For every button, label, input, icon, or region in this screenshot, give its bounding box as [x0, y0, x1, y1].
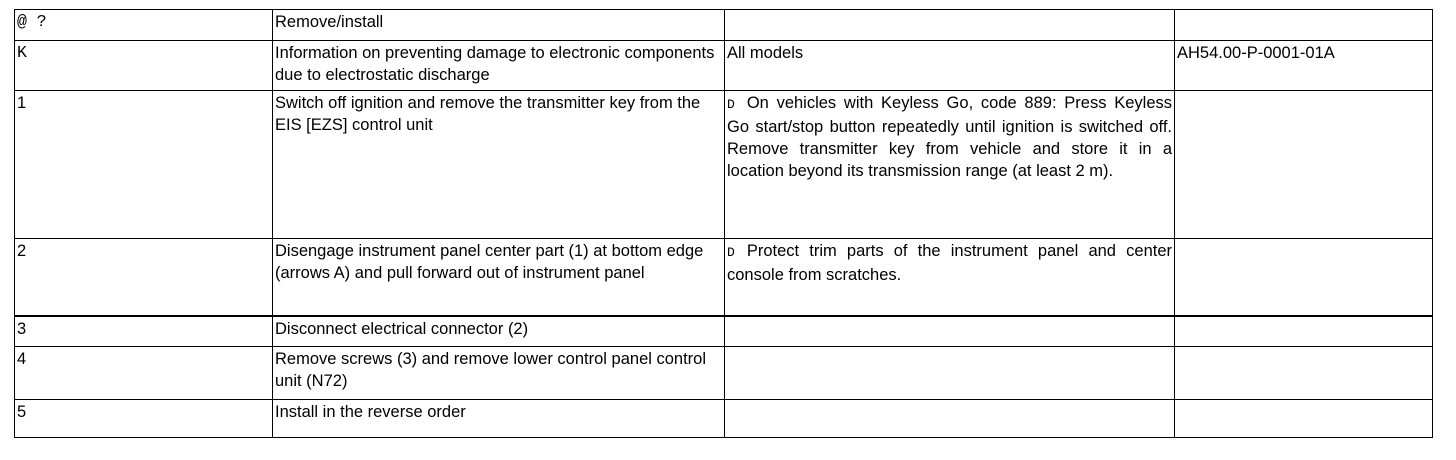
procedure-title: Remove/install: [273, 10, 725, 41]
step-note-text: On vehicles with Keyless Go, code 889: Press Keyless Go start/stop button repeatedly until ignition is switched off. Remove transmitter key from vehicle and store it in a location beyond its transmission range (at least 2 m).: [727, 94, 1172, 180]
step-action: Disconnect electrical connector (2): [273, 316, 725, 347]
table-row: [15, 400, 1433, 438]
note-marker-icon: D: [727, 245, 735, 260]
step-note: [725, 239, 1175, 317]
step-action: Disengage instrument panel center part (1) at bottom edge (arrows A) and pull forward out of instrument panel: [273, 239, 725, 317]
step-note: [725, 400, 1175, 438]
note-description: Information on preventing damage to electronic components due to electrostatic discharge: [273, 41, 725, 91]
table-row: [15, 41, 1433, 91]
step-note-text: Protect trim parts of the instrument panel and center console from scratches.: [727, 242, 1172, 284]
step-number: 4: [15, 347, 273, 400]
step-reference: [1175, 239, 1433, 317]
table-row: [15, 347, 1433, 400]
step-reference: [1175, 400, 1433, 438]
table-header-row: [15, 10, 1433, 41]
step-number: 5: [15, 400, 273, 438]
note-marker-icon: D: [727, 97, 735, 112]
step-action: Install in the reverse order: [273, 400, 725, 438]
note-symbol: K: [15, 41, 273, 91]
step-action: Remove screws (3) and remove lower control panel control unit (N72): [273, 347, 725, 400]
step-reference: [1175, 347, 1433, 400]
step-reference: [1175, 91, 1433, 239]
step-note: [725, 91, 1175, 239]
step-action: Switch off ignition and remove the transmitter key from the EIS [EZS] control unit: [273, 91, 725, 239]
step-number: 3: [15, 316, 273, 347]
header-symbols: @ ?: [15, 10, 273, 41]
step-number: 1: [15, 91, 273, 239]
step-note: [725, 347, 1175, 400]
header-cell-3: [725, 10, 1175, 41]
step-note: [725, 316, 1175, 347]
table-row: [15, 239, 1433, 317]
table-row: [15, 91, 1433, 239]
header-cell-4: [1175, 10, 1433, 41]
note-models: All models: [725, 41, 1175, 91]
table-row: [15, 316, 1433, 347]
note-reference: AH54.00-P-0001-01A: [1175, 41, 1433, 91]
procedure-table: [14, 9, 1433, 438]
step-number: 2: [15, 239, 273, 317]
step-reference: [1175, 316, 1433, 347]
